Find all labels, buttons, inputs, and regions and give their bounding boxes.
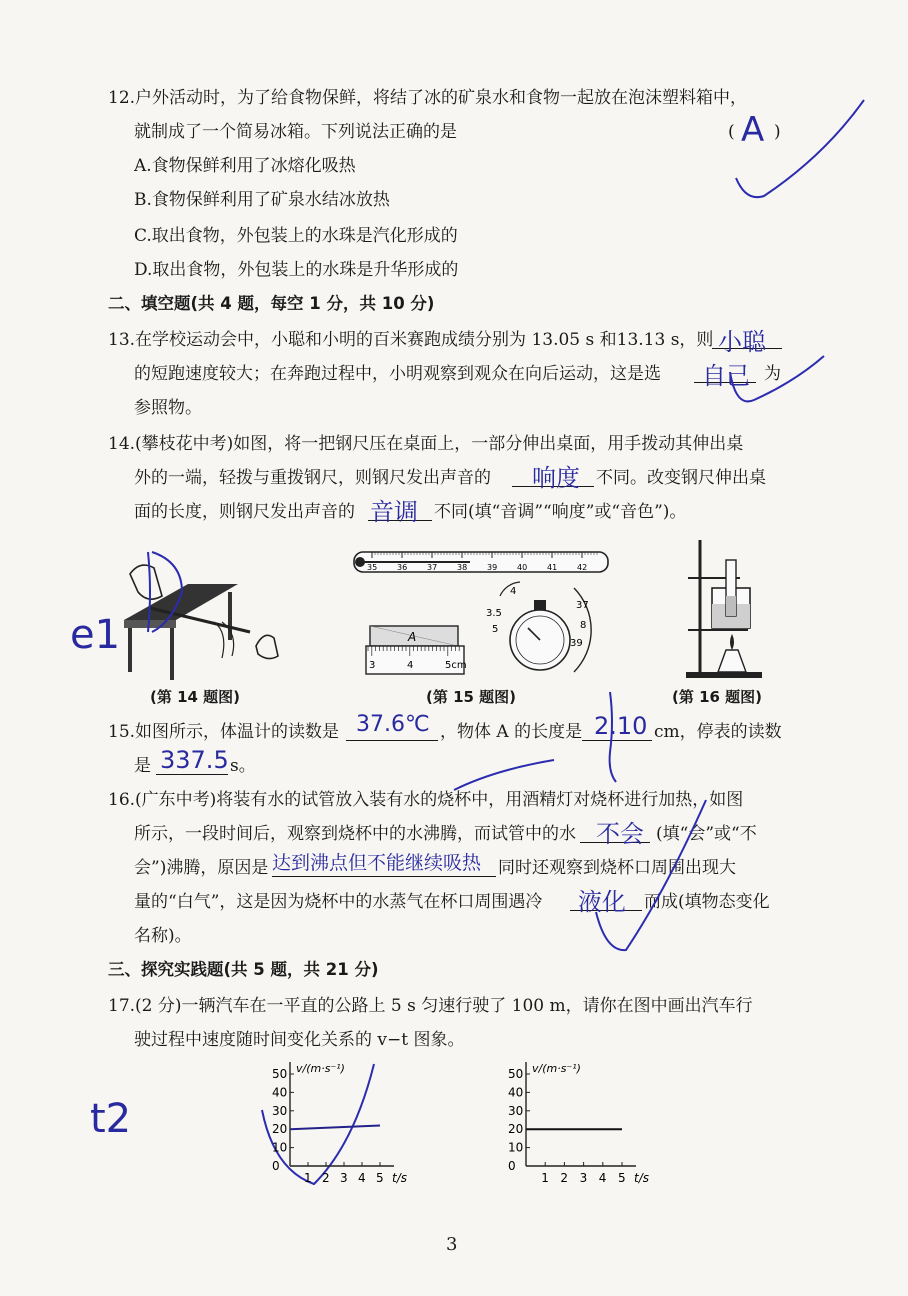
q16-answer1: 不会 <box>596 820 644 848</box>
q12-line1: 12.户外活动时，为了给食物保鲜，将结了冰的矿泉水和食物一起放在泡沫塑料箱中， <box>108 88 748 108</box>
series-line <box>290 1126 380 1130</box>
fig15-caption: (第 15 题图) <box>426 688 517 706</box>
x-tick-label: 1 <box>304 1171 312 1185</box>
y-tick-label: 0 <box>508 1159 516 1173</box>
ruler-tick-label: 3 <box>369 660 376 671</box>
x-tick-label: 1 <box>541 1171 549 1185</box>
q16-line2b: (填“会”或“不 <box>656 824 757 844</box>
stopwatch-label: 8 <box>580 620 587 631</box>
fig16-caption: (第 16 题图) <box>672 688 763 706</box>
y-axis-label: v/(m·s⁻¹) <box>532 1062 581 1075</box>
q16-answer2: 达到沸点但不能继续吸热 <box>272 852 482 874</box>
y-tick-label: 0 <box>272 1159 280 1173</box>
q16-answer3: 液化 <box>578 888 626 916</box>
thermo-tick-label: 41 <box>547 563 558 572</box>
q12-option-b: B.食物保鲜利用了矿泉水结冰放热 <box>134 190 390 210</box>
thermo-tick-label: 36 <box>397 563 408 572</box>
q15-answer3: 337.5 <box>160 746 229 774</box>
q17-line2: 驶过程中速度随时间变化关系的 v−t 图象。 <box>134 1030 465 1050</box>
q13-answer1: 小聪 <box>718 328 766 356</box>
thermo-tick-label: 38 <box>457 563 468 572</box>
grading-ink <box>148 100 864 1184</box>
q16-line3a: 会”)沸腾，原因是 <box>134 858 269 878</box>
q13-line2b: 为 <box>764 364 781 384</box>
q12-line2: 就制成了一个简易冰箱。下列说法正确的是 <box>134 122 457 142</box>
x-tick-label: 5 <box>376 1171 384 1185</box>
q15-line1b: ，物体 A 的长度是 <box>440 722 583 742</box>
q14-line1: 14.(攀枝花中考)如图，将一把钢尺压在桌面上，一部分伸出桌面，用手拨动其伸出桌 <box>108 434 744 454</box>
thermo-tick-label: 39 <box>487 563 498 572</box>
x-tick-label: 5 <box>618 1171 626 1185</box>
q13-line3: 参照物。 <box>134 398 202 418</box>
thermo-tick-label: 35 <box>367 563 378 572</box>
y-tick-label: 40 <box>508 1085 524 1100</box>
q16-line5: 名称)。 <box>134 926 192 946</box>
stopwatch-label: 37 <box>576 600 589 611</box>
thermo-tick-label: 40 <box>517 563 528 572</box>
q15-answer1: 37.6℃ <box>356 712 430 737</box>
q13-answer2: 自己 <box>702 362 750 390</box>
q15-line1a: 15.如图所示，体温计的读数是 <box>108 722 340 742</box>
q16-line3b: 同时还观察到烧杯口周围出现大 <box>498 858 736 878</box>
vt-chart-right <box>508 1062 649 1185</box>
q13-line2a: 的短跑速度较大；在奔跑过程中，小明观察到观众在向后运动，这是选 <box>134 364 661 384</box>
q12-paren-open: ( <box>728 122 735 142</box>
q12-option-c: C.取出食物，外包装上的水珠是汽化形成的 <box>134 226 458 246</box>
y-tick-label: 50 <box>508 1067 524 1081</box>
x-tick-label: 3 <box>579 1171 588 1185</box>
q14-line3a: 面的长度，则钢尺发出声音的 <box>134 502 355 522</box>
q15-line1c: cm，停表的读数 <box>654 722 782 742</box>
vt-chart-left <box>272 1062 407 1185</box>
x-tick-label: 4 <box>358 1171 366 1185</box>
y-tick-label: 30 <box>508 1103 524 1118</box>
q15-line2b: s。 <box>230 756 256 776</box>
page-number: 3 <box>446 1234 458 1255</box>
x-tick-label: 4 <box>598 1171 607 1185</box>
thermo-tick-label: 37 <box>427 563 438 572</box>
q12-paren-close: ) <box>774 122 781 142</box>
x-tick-label: 2 <box>322 1171 330 1185</box>
stopwatch-label: 4 <box>510 586 517 597</box>
q16-line4b: 而成(填物态变化 <box>644 892 770 912</box>
grading-mark-3: t2 <box>90 1096 132 1142</box>
q16-line1: 16.(广东中考)将装有水的试管放入装有水的烧杯中，用酒精灯对烧杯进行加热，如图 <box>108 790 744 810</box>
y-axis-label: v/(m·s⁻¹) <box>296 1062 345 1075</box>
y-tick-label: 30 <box>272 1103 288 1118</box>
q12-option-d: D.取出食物，外包装上的水珠是升华形成的 <box>134 260 459 280</box>
q14-answer1: 响度 <box>532 464 580 492</box>
q12-option-a: A.食物保鲜利用了冰熔化吸热 <box>134 156 356 176</box>
section-2-heading: 二、填空题(共 4 题，每空 1 分，共 10 分) <box>108 294 435 313</box>
stopwatch-label: 3.5 <box>486 608 502 619</box>
x-axis-label: t/s <box>634 1171 649 1185</box>
q17-line1: 17.(2 分)一辆汽车在一平直的公路上 5 s 匀速行驶了 100 m，请你在图中画出汽车行 <box>108 996 753 1016</box>
q14-answer2: 音调 <box>370 498 418 526</box>
fig14-drawing <box>124 565 278 680</box>
stopwatch-label: 5 <box>492 624 499 635</box>
q16-line2a: 所示，一段时间后，观察到烧杯中的水沸腾，而试管中的水 <box>134 824 576 844</box>
y-tick-label: 10 <box>508 1140 524 1155</box>
stopwatch-label: 39 <box>570 638 583 649</box>
q15-answer2: 2.10 <box>594 712 648 740</box>
q14-line2b: 不同。改变钢尺伸出桌 <box>596 468 766 488</box>
thermo-tick-label: 42 <box>577 563 588 572</box>
y-tick-label: 50 <box>272 1067 288 1081</box>
y-tick-label: 10 <box>272 1140 288 1155</box>
q15-line2a: 是 <box>134 756 151 776</box>
grading-mark-1: e1 <box>70 612 121 658</box>
ruler-tick-label: 4 <box>407 660 414 671</box>
fig14-caption: (第 14 题图) <box>150 688 241 706</box>
x-axis-label: t/s <box>392 1171 407 1185</box>
q14-line3b: 不同(填“音调”“响度”或“音色”)。 <box>434 502 687 522</box>
x-tick-label: 3 <box>340 1171 348 1185</box>
y-tick-label: 20 <box>508 1122 524 1137</box>
y-tick-label: 20 <box>272 1122 288 1137</box>
q14-line2a: 外的一端，轻拨与重拨钢尺，则钢尺发出声音的 <box>134 468 491 488</box>
x-tick-label: 2 <box>560 1171 569 1185</box>
q16-line4a: 量的“白气”，这是因为烧杯中的水蒸气在杯口周围遇冷 <box>134 892 543 912</box>
y-tick-label: 40 <box>272 1085 288 1100</box>
ruler-block-label: A <box>408 630 417 644</box>
q13-line1: 13.在学校运动会中，小聪和小明的百米赛跑成绩分别为 13.05 s 和13.13 s，则 <box>108 330 714 350</box>
ruler-tick-label: 5cm <box>445 660 467 671</box>
section-3-heading: 三、探究实践题(共 5 题，共 21 分) <box>108 960 379 979</box>
fig16-apparatus <box>686 540 762 678</box>
q12-answer: A <box>741 110 765 150</box>
